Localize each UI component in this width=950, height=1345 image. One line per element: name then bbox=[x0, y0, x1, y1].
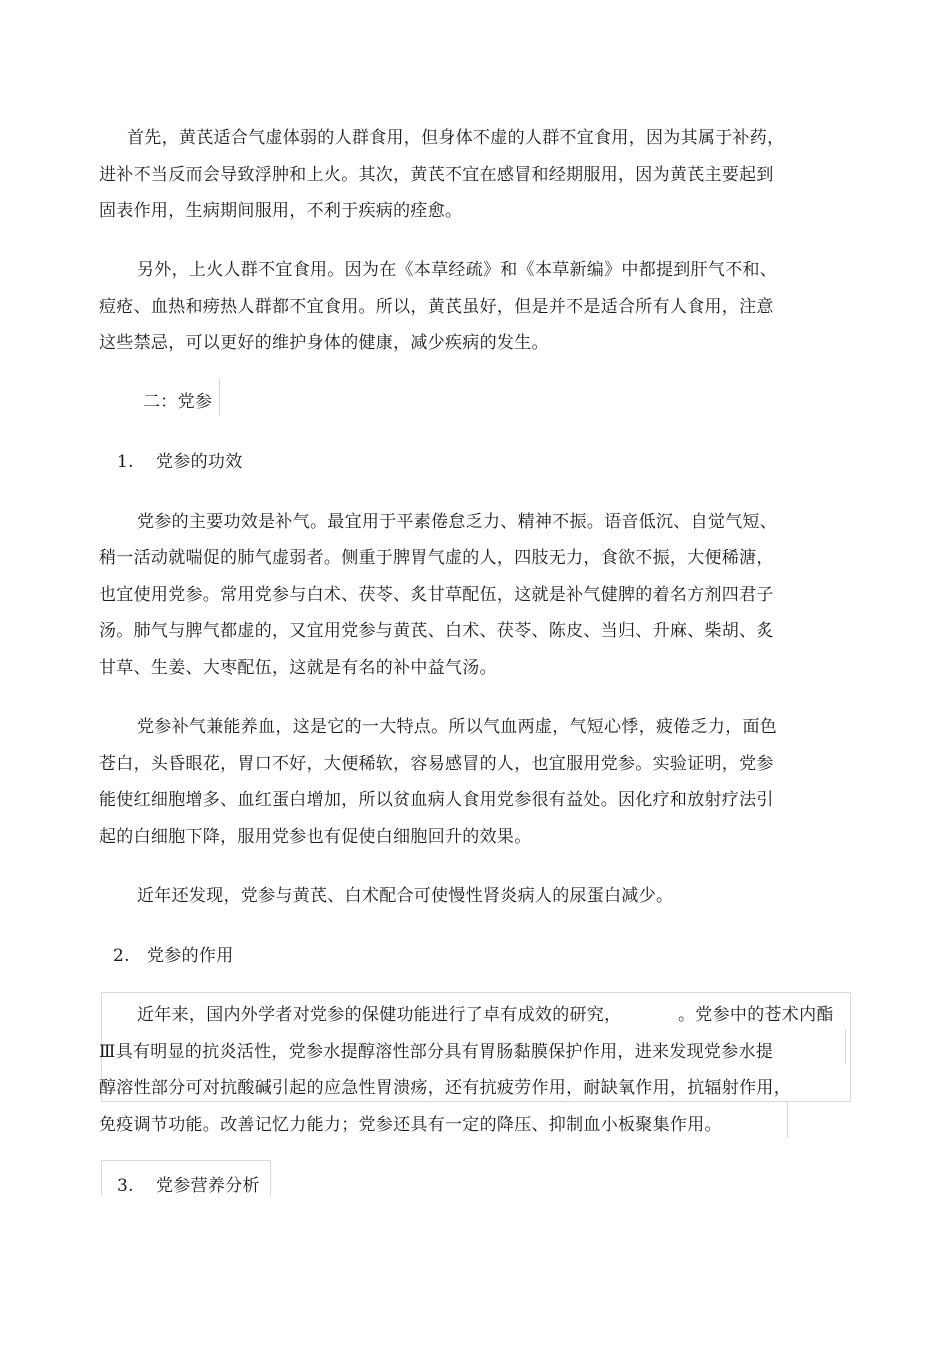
heading-text: 党参的作用 bbox=[147, 946, 234, 966]
paragraph-line: 也宜使用党参。常用党参与白术、茯苓、炙甘草配伍，这就是补气健脾的着名方剂四君子 bbox=[99, 585, 774, 605]
heading-number: 3. bbox=[117, 1176, 134, 1196]
heading-1 bbox=[117, 451, 243, 473]
paragraph-line: 起的白细胞下降，服用党参也有促使白细胞回升的效果。 bbox=[99, 827, 532, 847]
paragraph-line: 痘疮、血热和痨热人群都不宜食用。所以，黄芪虽好，但是并不是适合所有人食用，注意 bbox=[99, 297, 774, 317]
paragraph-line: 党参补气兼能养血，这是它的一大特点。所以气血两虚，气短心悸，疲倦乏力，面色 bbox=[137, 717, 778, 737]
frame-line bbox=[219, 378, 220, 416]
paragraph-line: 进补不当反而会导致浮肿和上火。其次，黄芪不宜在感冒和经期服用，因为黄芪主要起到 bbox=[99, 165, 774, 185]
frame-line bbox=[787, 1102, 788, 1138]
frame-line bbox=[845, 1030, 846, 1064]
paragraph-line: 苍白，头昏眼花，胃口不好，大便稀软，容易感冒的人，也宜服用党参。实验证明，党参 bbox=[99, 754, 774, 774]
paragraph-line: 免疫调节功能。改善记忆力能力；党参还具有一定的降压、抑制血小板聚集作用。 bbox=[99, 1115, 722, 1135]
paragraph-line: 近年来，国内外学者对党参的保健功能进行了卓有成效的研究， bbox=[137, 1005, 622, 1025]
paragraph-line: 首先，黄芪适合气虚体弱的人群食用，但身体不虚的人群不宜食用，因为其属于补药， bbox=[127, 128, 785, 148]
paragraph-line: 另外，上火人群不宜食用。因为在《本草经疏》和《本草新编》中都提到肝气不和、 bbox=[137, 260, 778, 280]
heading-2 bbox=[113, 945, 234, 967]
heading-frame bbox=[101, 1160, 271, 1161]
paragraph-line: 能使红细胞增多、血红蛋白增加，所以贫血病人食用党参很有益处。因化疗和放射疗法引 bbox=[99, 790, 774, 810]
paragraph-line: Ⅲ具有明显的抗炎活性，党参水提醇溶性部分具有胃肠黏膜保护作用，进来发现党参水提 bbox=[99, 1042, 774, 1062]
paragraph-line: 汤。肺气与脾气都虚的，又宜用党参与黄芪、白术、茯苓、陈皮、当归、升麻、柴胡、炙 bbox=[99, 621, 774, 641]
heading-number: 1. bbox=[117, 452, 134, 472]
frame-line bbox=[270, 1160, 271, 1196]
paragraph-line: 醇溶性部分可对抗酸碱引起的应急性胃溃疡，还有抗疲劳作用，耐缺氧作用，抗辐射作用， bbox=[99, 1078, 791, 1098]
heading-number: 2. bbox=[113, 946, 130, 966]
paragraph-line: 。党参中的苍术内酯 bbox=[678, 1005, 834, 1025]
heading-text: 党参营养分析 bbox=[156, 1176, 260, 1196]
paragraph-line: 这些禁忌，可以更好的维护身体的健康，减少疾病的发生。 bbox=[99, 333, 549, 353]
paragraph-line: 稍一活动就喘促的肺气虚弱者。侧重于脾胃气虚的人，四肢无力，食欲不振，大便稀溏， bbox=[99, 548, 774, 568]
paragraph-line: 近年还发现，党参与黄芪、白术配合可使慢性肾炎病人的尿蛋白减少。 bbox=[137, 886, 674, 906]
section-title: 二：党参 bbox=[143, 392, 213, 412]
paragraph-line: 党参的主要功效是补气。最宜用于平素倦怠乏力、精神不振。语音低沉、自觉气短、 bbox=[137, 512, 778, 532]
frame-line bbox=[101, 1160, 102, 1196]
heading-text: 党参的功效 bbox=[156, 452, 243, 472]
paragraph-line: 固表作用，生病期间服用，不利于疾病的痊愈。 bbox=[99, 201, 463, 221]
heading-3 bbox=[117, 1175, 260, 1197]
paragraph-line: 甘草、生姜、大枣配伍，这就是有名的补中益气汤。 bbox=[99, 658, 497, 678]
